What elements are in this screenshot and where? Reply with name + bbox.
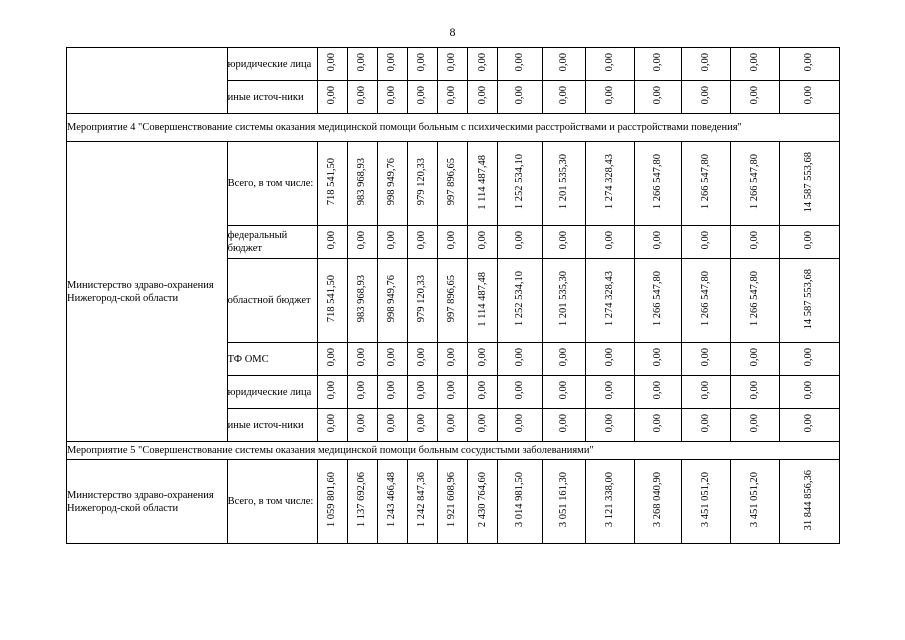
value-cell (586, 81, 635, 114)
value-cell (682, 343, 731, 376)
value-text: 3 014 981,50 (513, 472, 525, 528)
value-cell (467, 376, 497, 409)
value-text: 997 896,65 (446, 275, 458, 323)
value-text: 3 051 161,30 (557, 472, 569, 528)
funding-source-cell: иные источ-ники (227, 81, 317, 114)
table-row (67, 142, 840, 226)
value-cell (407, 226, 437, 259)
value-text: 0,00 (476, 231, 488, 250)
value-text: 0,00 (476, 348, 488, 367)
value-cell (682, 259, 731, 343)
value-cell (317, 343, 347, 376)
value-text: 1 266 547,80 (748, 271, 760, 327)
value-text: 1 266 547,80 (652, 271, 664, 327)
value-cell (779, 259, 839, 343)
value-cell (542, 343, 586, 376)
value-text: 1 266 547,80 (700, 154, 712, 210)
value-cell (437, 376, 467, 409)
section-title: Мероприятие 4 "Совершенствование системы оказания медицинской помощи больным с психическими расстройствами и расстройствами поведения" (67, 114, 840, 142)
value-text: 0,00 (513, 348, 525, 367)
value-cell (586, 226, 635, 259)
value-cell (347, 259, 377, 343)
value-text: 0,00 (748, 86, 760, 105)
value-cell (377, 460, 407, 544)
value-text: 0,00 (326, 53, 338, 72)
value-cell (467, 460, 497, 544)
value-cell (437, 81, 467, 114)
value-cell (347, 409, 377, 442)
value-text: 0,00 (386, 348, 398, 367)
value-text: 0,00 (700, 381, 712, 400)
value-cell (586, 409, 635, 442)
value-cell (779, 81, 839, 114)
value-text: 0,00 (557, 414, 569, 433)
value-text: 0,00 (513, 414, 525, 433)
value-cell (347, 81, 377, 114)
value-cell (317, 460, 347, 544)
value-cell (498, 460, 543, 544)
value-text: 1 266 547,80 (652, 154, 664, 210)
value-cell (317, 81, 347, 114)
value-text: 0,00 (356, 414, 368, 433)
funding-source-cell: ТФ ОМС (227, 343, 317, 376)
value-cell (682, 226, 731, 259)
value-text: 1 242 847,36 (416, 472, 428, 528)
value-cell (731, 460, 780, 544)
value-cell (731, 343, 780, 376)
value-cell (586, 343, 635, 376)
value-text: 0,00 (803, 231, 815, 250)
value-cell (437, 460, 467, 544)
value-cell (377, 142, 407, 226)
value-text: 718 541,50 (326, 158, 338, 206)
value-cell (347, 376, 377, 409)
value-cell (634, 48, 682, 81)
value-cell (779, 48, 839, 81)
value-cell (407, 142, 437, 226)
value-cell (682, 460, 731, 544)
value-cell (498, 226, 543, 259)
value-text: 0,00 (356, 231, 368, 250)
value-text: 0,00 (326, 231, 338, 250)
value-cell (542, 48, 586, 81)
value-cell (634, 226, 682, 259)
value-text: 1 243 466,48 (386, 472, 398, 528)
value-text: 979 120,33 (416, 275, 428, 323)
value-text: 997 896,65 (446, 158, 458, 206)
value-cell (377, 409, 407, 442)
value-cell (407, 376, 437, 409)
value-text: 0,00 (700, 53, 712, 72)
value-cell (682, 48, 731, 81)
value-text: 0,00 (603, 53, 615, 72)
value-cell (542, 259, 586, 343)
value-text: 718 541,50 (326, 275, 338, 323)
value-text: 0,00 (700, 231, 712, 250)
value-text: 1 252 534,10 (513, 154, 525, 210)
value-text: 983 968,93 (356, 158, 368, 206)
value-text: 0,00 (386, 231, 398, 250)
value-cell (437, 142, 467, 226)
value-text: 0,00 (513, 381, 525, 400)
value-cell (586, 48, 635, 81)
value-text: 0,00 (446, 231, 458, 250)
value-text: 0,00 (603, 414, 615, 433)
value-cell (779, 460, 839, 544)
value-text: 0,00 (476, 86, 488, 105)
value-cell (467, 343, 497, 376)
value-text: 0,00 (386, 381, 398, 400)
value-text: 0,00 (700, 414, 712, 433)
value-text: 0,00 (416, 86, 428, 105)
value-cell (498, 81, 543, 114)
value-cell (498, 343, 543, 376)
value-cell (731, 226, 780, 259)
value-cell (377, 259, 407, 343)
value-cell (682, 409, 731, 442)
value-text: 0,00 (416, 53, 428, 72)
value-text: 0,00 (557, 231, 569, 250)
value-cell (437, 226, 467, 259)
value-cell (317, 226, 347, 259)
value-cell (437, 48, 467, 81)
value-text: 998 949,76 (386, 275, 398, 323)
value-text: 0,00 (748, 231, 760, 250)
value-cell (317, 142, 347, 226)
value-text: 0,00 (557, 53, 569, 72)
section-title: Мероприятие 5 "Совершенствование системы оказания медицинской помощи больным сосудистыми заболеваниями" (67, 442, 840, 460)
value-text: 0,00 (652, 53, 664, 72)
value-cell (634, 409, 682, 442)
value-cell (498, 376, 543, 409)
value-cell (682, 376, 731, 409)
value-cell (634, 343, 682, 376)
value-text: 998 949,76 (386, 158, 398, 206)
value-text: 0,00 (326, 86, 338, 105)
value-cell (634, 81, 682, 114)
value-text: 0,00 (326, 381, 338, 400)
value-text: 1 266 547,80 (748, 154, 760, 210)
value-cell (586, 259, 635, 343)
value-text: 0,00 (557, 86, 569, 105)
value-text: 0,00 (446, 53, 458, 72)
value-text: 0,00 (446, 348, 458, 367)
value-text: 0,00 (652, 86, 664, 105)
value-text: 0,00 (416, 381, 428, 400)
value-text: 0,00 (446, 86, 458, 105)
funding-source-cell: иные источ-ники (227, 409, 317, 442)
value-cell (586, 460, 635, 544)
value-cell (467, 48, 497, 81)
value-cell (542, 81, 586, 114)
value-text: 0,00 (356, 348, 368, 367)
value-cell (586, 142, 635, 226)
section-row (67, 114, 840, 142)
value-text: 0,00 (476, 53, 488, 72)
value-text: 1 201 535,30 (557, 271, 569, 327)
value-cell (347, 48, 377, 81)
value-cell (682, 81, 731, 114)
value-text: 0,00 (416, 231, 428, 250)
value-cell (407, 343, 437, 376)
value-text: 0,00 (476, 381, 488, 400)
value-cell (407, 409, 437, 442)
value-cell (731, 259, 780, 343)
value-text: 1 114 487,48 (476, 271, 488, 327)
value-cell (317, 409, 347, 442)
value-text: 0,00 (603, 381, 615, 400)
value-text: 979 120,33 (416, 158, 428, 206)
value-cell (542, 409, 586, 442)
value-text: 14 587 553,68 (803, 151, 815, 213)
value-cell (377, 81, 407, 114)
funding-source-cell: областной бюджет (227, 259, 317, 343)
value-cell (634, 376, 682, 409)
value-cell (542, 460, 586, 544)
value-text: 0,00 (416, 348, 428, 367)
value-text: 1 059 801,60 (326, 472, 338, 528)
value-cell (731, 409, 780, 442)
value-cell (542, 226, 586, 259)
value-cell (407, 259, 437, 343)
value-text: 0,00 (557, 381, 569, 400)
value-cell (731, 376, 780, 409)
value-text: 0,00 (803, 86, 815, 105)
value-text: 3 451 051,20 (748, 472, 760, 528)
funding-source-cell: Всего, в том числе: (227, 460, 317, 544)
value-text: 0,00 (446, 381, 458, 400)
value-cell (377, 226, 407, 259)
value-cell (779, 343, 839, 376)
funding-source-cell: юридические лица (227, 48, 317, 81)
value-text: 983 968,93 (356, 275, 368, 323)
value-text: 0,00 (652, 348, 664, 367)
value-cell (437, 343, 467, 376)
value-cell (437, 409, 467, 442)
value-cell (437, 259, 467, 343)
value-text: 0,00 (748, 414, 760, 433)
section-row (67, 442, 840, 460)
value-text: 1 266 547,80 (700, 271, 712, 327)
value-text: 0,00 (700, 348, 712, 367)
value-cell (467, 226, 497, 259)
value-text: 0,00 (513, 231, 525, 250)
value-text: 0,00 (748, 381, 760, 400)
value-cell (407, 460, 437, 544)
value-text: 0,00 (356, 86, 368, 105)
value-text: 0,00 (652, 381, 664, 400)
value-cell (347, 142, 377, 226)
value-text: 0,00 (748, 53, 760, 72)
value-text: 3 451 051,20 (700, 472, 712, 528)
value-text: 0,00 (476, 414, 488, 433)
value-text: 0,00 (603, 231, 615, 250)
value-text: 0,00 (356, 53, 368, 72)
value-cell (498, 409, 543, 442)
value-cell (731, 48, 780, 81)
value-cell (498, 259, 543, 343)
budget-table (66, 47, 840, 544)
value-cell (779, 409, 839, 442)
value-cell (634, 460, 682, 544)
value-cell (498, 48, 543, 81)
value-cell (542, 142, 586, 226)
value-text: 1 201 535,30 (557, 154, 569, 210)
value-text: 31 844 856,36 (803, 469, 815, 531)
value-text: 1 114 487,48 (476, 154, 488, 210)
value-text: 3 268 040,90 (652, 472, 664, 528)
value-text: 0,00 (603, 348, 615, 367)
page-number: 8 (449, 25, 456, 39)
value-cell (467, 142, 497, 226)
value-cell (317, 259, 347, 343)
value-text: 0,00 (803, 381, 815, 400)
value-text: 0,00 (603, 86, 615, 105)
value-cell (377, 343, 407, 376)
funding-source-cell: Всего, в том числе: (227, 142, 317, 226)
org-cell (67, 48, 228, 114)
value-cell (347, 460, 377, 544)
org-cell: Министерство здраво-охранения Нижегород-ской области (67, 460, 228, 544)
value-cell (317, 48, 347, 81)
value-cell (377, 376, 407, 409)
table-row (67, 48, 840, 81)
org-cell: Министерство здраво-охранения Нижегород-ской области (67, 142, 228, 442)
value-text: 0,00 (652, 231, 664, 250)
value-text: 0,00 (513, 53, 525, 72)
value-cell (347, 343, 377, 376)
value-text: 0,00 (356, 381, 368, 400)
value-cell (467, 81, 497, 114)
value-text: 0,00 (326, 414, 338, 433)
value-text: 0,00 (700, 86, 712, 105)
value-cell (586, 376, 635, 409)
value-text: 0,00 (386, 53, 398, 72)
value-cell (779, 226, 839, 259)
value-text: 2 430 764,60 (476, 472, 488, 528)
value-text: 0,00 (803, 414, 815, 433)
value-text: 0,00 (326, 348, 338, 367)
value-text: 1 274 328,43 (603, 271, 615, 327)
value-cell (731, 142, 780, 226)
value-cell (407, 48, 437, 81)
value-cell (377, 48, 407, 81)
value-text: 14 587 553,68 (803, 268, 815, 330)
funding-source-cell: федеральный бюджет (227, 226, 317, 259)
value-cell (317, 376, 347, 409)
value-text: 1 252 534,10 (513, 271, 525, 327)
value-cell (779, 142, 839, 226)
value-text: 0,00 (446, 414, 458, 433)
value-cell (731, 81, 780, 114)
value-text: 3 121 338,00 (603, 472, 615, 528)
value-cell (634, 142, 682, 226)
value-text: 0,00 (803, 348, 815, 367)
value-text: 0,00 (557, 348, 569, 367)
value-cell (467, 409, 497, 442)
value-cell (682, 142, 731, 226)
value-text: 0,00 (416, 414, 428, 433)
value-cell (498, 142, 543, 226)
funding-source-cell: юридические лица (227, 376, 317, 409)
value-text: 1 274 328,43 (603, 154, 615, 210)
value-text: 0,00 (803, 53, 815, 72)
value-text: 1 137 692,06 (356, 472, 368, 528)
value-text: 0,00 (386, 414, 398, 433)
value-text: 0,00 (513, 86, 525, 105)
value-cell (407, 81, 437, 114)
value-cell (347, 226, 377, 259)
value-text: 0,00 (652, 414, 664, 433)
table-row (67, 460, 840, 544)
value-cell (634, 259, 682, 343)
value-text: 0,00 (386, 86, 398, 105)
value-cell (467, 259, 497, 343)
value-text: 0,00 (748, 348, 760, 367)
value-cell (779, 376, 839, 409)
value-cell (542, 376, 586, 409)
value-text: 1 921 608,96 (446, 472, 458, 528)
